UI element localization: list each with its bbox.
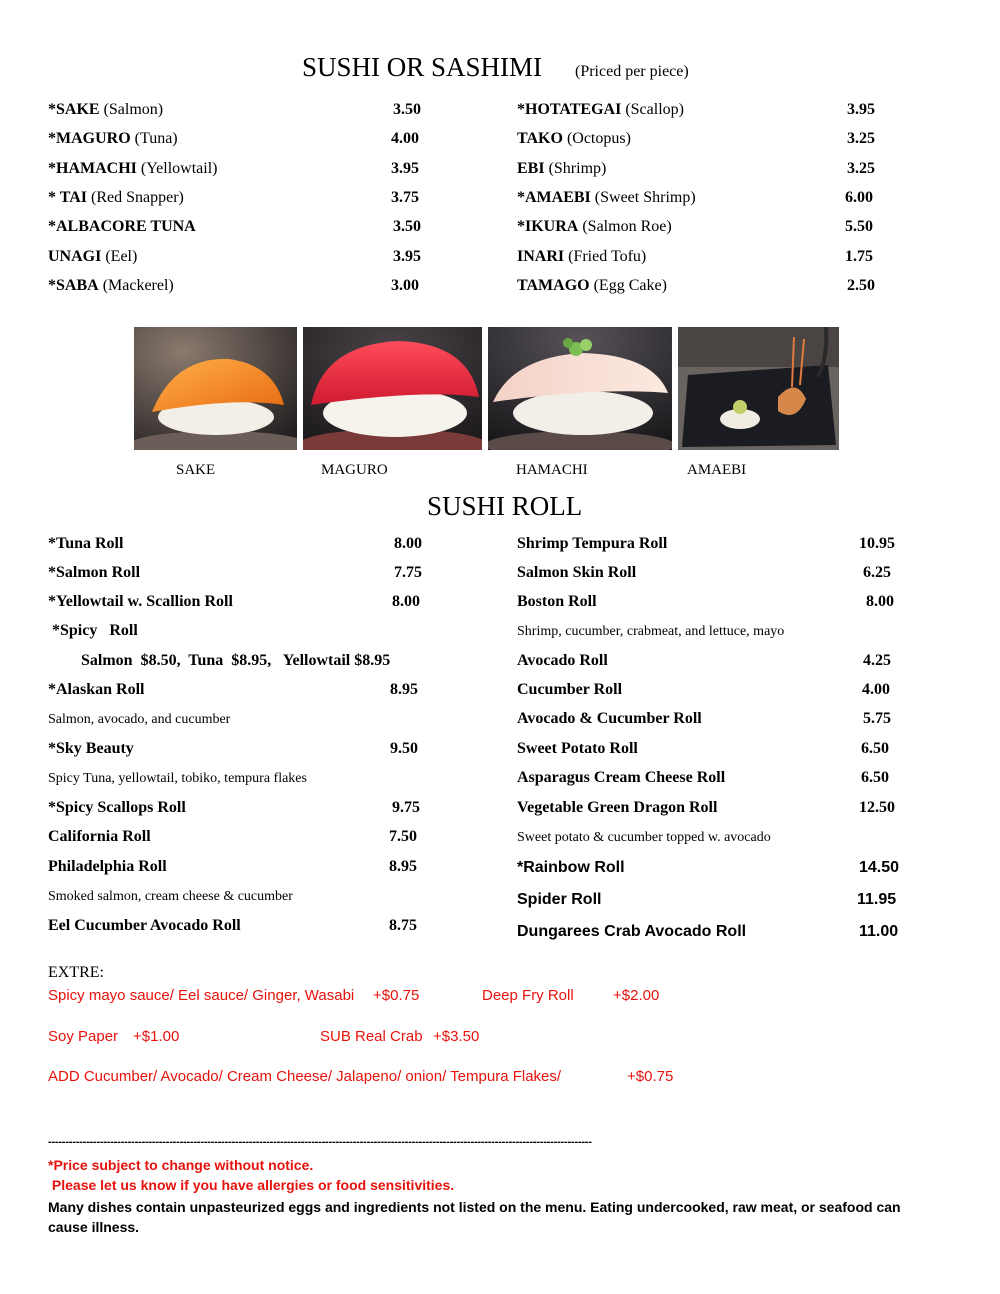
allergy-notice: Please let us know if you have allergies or food sensitivities.: [48, 1177, 455, 1193]
menu-item-dungarees-roll: Dungarees Crab Avocado Roll: [517, 923, 747, 940]
price-saba: 3.00: [391, 277, 419, 294]
extra-soy-paper-label: Soy Paper: [48, 1028, 119, 1045]
roll-section-title: SUSHI ROLL: [427, 491, 583, 521]
spicy-roll-options: Salmon $8.50, Tuna $8.95, Yellowtail $8.95: [81, 652, 391, 669]
price-unagi: 3.95: [393, 248, 421, 265]
price-salmon-roll: 7.75: [394, 564, 422, 581]
menu-item-avocado-roll: Avocado Roll: [517, 652, 608, 669]
menu-item-amaebi: *AMAEBI (Sweet Shrimp): [517, 189, 696, 206]
menu-item-tuna-roll: *Tuna Roll: [48, 535, 124, 552]
price-cucumber-roll: 4.00: [862, 681, 890, 698]
extra-soy-paper-price: +$1.00: [133, 1028, 180, 1045]
menu-item-sake: *SAKE (Salmon): [48, 101, 164, 118]
menu-item-cucumber-roll: Cucumber Roll: [517, 681, 623, 698]
extra-sauce-label: Spicy mayo sauce/ Eel sauce/ Ginger, Wasabi: [48, 987, 355, 1004]
price-tako: 3.25: [847, 130, 875, 147]
menu-item-sweet-potato-roll: Sweet Potato Roll: [517, 740, 638, 757]
food-safety-warning: Many dishes contain unpasteurized eggs and ingredients not listed on the menu. Eating undercooked, raw meat, or seafood can cause illness.: [48, 1199, 901, 1235]
price-asparagus-roll: 6.50: [861, 769, 889, 786]
price-hamachi: 3.95: [391, 160, 419, 177]
sashimi-section-title: SUSHI OR SASHIMI: [302, 52, 543, 82]
menu-item-sky-beauty: *Sky Beauty: [48, 740, 134, 757]
menu-item-spider-roll: Spider Roll: [517, 891, 602, 908]
menu-item-eel-cucumber-avocado-roll: Eel Cucumber Avocado Roll: [48, 917, 241, 934]
price-yellowtail-roll: 8.00: [392, 593, 420, 610]
extra-deep-fry-price: +$2.00: [613, 987, 660, 1004]
menu-item-philadelphia-roll: Philadelphia Roll: [48, 858, 167, 875]
price-sky-beauty: 9.50: [390, 740, 418, 757]
desc-sky-beauty: Spicy Tuna, yellowtail, tobiko, tempura flakes: [48, 771, 307, 786]
photo-caption-maguro: MAGURO: [321, 462, 388, 478]
menu-item-rainbow-roll: *Rainbow Roll: [517, 859, 625, 876]
extra-real-crab-label: SUB Real Crab: [320, 1028, 423, 1045]
menu-item-hotategai: *HOTATEGAI (Scallop): [517, 101, 684, 118]
price-avocado-cucumber-roll: 5.75: [863, 710, 891, 727]
menu-item-tamago: TAMAGO (Egg Cake): [517, 277, 667, 294]
extra-deep-fry-label: Deep Fry Roll: [482, 987, 574, 1004]
menu-item-avocado-cucumber-roll: Avocado & Cucumber Roll: [517, 710, 702, 727]
price-rainbow-roll: 14.50: [859, 859, 900, 876]
menu-item-unagi: UNAGI (Eel): [48, 248, 138, 265]
price-sweet-potato-roll: 6.50: [861, 740, 889, 757]
desc-philadelphia-roll: Smoked salmon, cream cheese & cucumber: [48, 889, 293, 904]
price-salmon-skin-roll: 6.25: [863, 564, 891, 581]
price-alaskan-roll: 8.95: [390, 681, 418, 698]
menu-item-maguro: *MAGURO (Tuna): [48, 130, 178, 147]
extras-title: EXTRE:: [48, 964, 104, 981]
menu-item-green-dragon-roll: Vegetable Green Dragon Roll: [517, 799, 718, 816]
menu-item-yellowtail-roll: *Yellowtail w. Scallion Roll: [48, 593, 233, 610]
menu-item-tako: TAKO (Octopus): [517, 130, 631, 147]
price-avocado-roll: 4.25: [863, 652, 891, 669]
price-boston-roll: 8.00: [866, 593, 894, 610]
price-tamago: 2.50: [847, 277, 875, 294]
price-ebi: 3.25: [847, 160, 875, 177]
extra-add-ons-label: ADD Cucumber/ Avocado/ Cream Cheese/ Jalapeno/ onion/ Tempura Flakes/: [48, 1068, 562, 1085]
extra-sauce-price: +$0.75: [373, 987, 420, 1004]
photo-sake: [134, 327, 297, 450]
menu-item-spicy-scallops-roll: *Spicy Scallops Roll: [48, 799, 186, 816]
price-change-notice: *Price subject to change without notice.: [48, 1157, 314, 1173]
price-spider-roll: 11.95: [857, 891, 897, 908]
photo-hamachi: [488, 327, 672, 450]
price-sake: 3.50: [393, 101, 421, 118]
price-ikura: 5.50: [845, 218, 873, 235]
menu-item-saba: *SABA (Mackerel): [48, 277, 174, 294]
price-maguro: 4.00: [391, 130, 419, 147]
menu-item-salmon-skin-roll: Salmon Skin Roll: [517, 564, 637, 581]
menu-item-salmon-roll: *Salmon Roll: [48, 564, 141, 581]
price-tuna-roll: 8.00: [394, 535, 422, 552]
menu-item-tai: * TAI (Red Snapper): [48, 189, 184, 206]
price-amaebi: 6.00: [845, 189, 873, 206]
sashimi-section-subtitle: (Priced per piece): [575, 63, 689, 80]
photo-caption-sake: SAKE: [176, 462, 216, 478]
photo-caption-hamachi: HAMACHI: [516, 462, 588, 478]
desc-boston-roll: Shrimp, cucumber, crabmeat, and lettuce, mayo: [517, 624, 785, 639]
photo-caption-amaebi: AMAEBI: [687, 462, 747, 478]
desc-alaskan-roll: Salmon, avocado, and cucumber: [48, 712, 231, 727]
price-philadelphia-roll: 8.95: [389, 858, 417, 875]
menu-item-boston-roll: Boston Roll: [517, 593, 597, 610]
price-shrimp-tempura-roll: 10.95: [859, 535, 895, 552]
menu-item-hamachi: *HAMACHI (Yellowtail): [48, 160, 218, 177]
price-eel-cucumber-avocado-roll: 8.75: [389, 917, 417, 934]
menu-item-spicy-roll: *Spicy Roll: [48, 622, 138, 639]
price-dungarees-roll: 11.00: [859, 923, 899, 940]
menu-item-ikura: *IKURA (Salmon Roe): [517, 218, 672, 235]
menu-item-inari: INARI (Fried Tofu): [517, 248, 647, 265]
extra-real-crab-price: +$3.50: [433, 1028, 480, 1045]
footer-divider: -------------------------------------------------------------------------------------------------------------------------------------------------------------: [48, 1136, 592, 1148]
price-california-roll: 7.50: [389, 828, 417, 845]
price-hotategai: 3.95: [847, 101, 875, 118]
menu-item-alaskan-roll: *Alaskan Roll: [48, 681, 145, 698]
price-green-dragon-roll: 12.50: [859, 799, 895, 816]
price-albacore: 3.50: [393, 218, 421, 235]
desc-green-dragon-roll: Sweet potato & cucumber topped w. avocado: [517, 830, 771, 845]
price-inari: 1.75: [845, 248, 873, 265]
menu-item-california-roll: California Roll: [48, 828, 151, 845]
photo-maguro: [303, 327, 482, 450]
photo-amaebi: [678, 327, 839, 450]
extra-add-ons-price: +$0.75: [627, 1068, 674, 1085]
menu-item-ebi: EBI (Shrimp): [517, 160, 607, 177]
price-spicy-scallops-roll: 9.75: [392, 799, 420, 816]
price-tai: 3.75: [391, 189, 419, 206]
menu-item-shrimp-tempura-roll: Shrimp Tempura Roll: [517, 535, 668, 552]
menu-item-albacore: *ALBACORE TUNA: [48, 218, 196, 235]
menu-item-asparagus-roll: Asparagus Cream Cheese Roll: [517, 769, 726, 786]
